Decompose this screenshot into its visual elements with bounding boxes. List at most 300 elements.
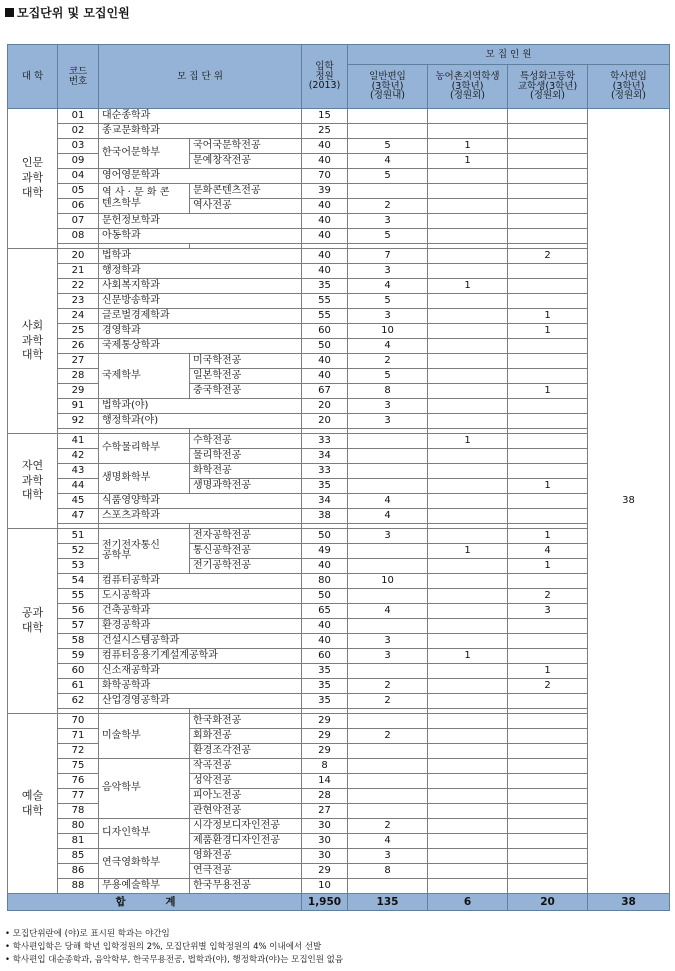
dept-name: 한국어문학부 [99, 139, 190, 169]
general-transfer-cell: 4 [348, 279, 428, 294]
code-cell: 86 [58, 864, 99, 879]
quota-cell: 65 [302, 604, 348, 619]
general-transfer-cell [348, 124, 428, 139]
code-cell: 60 [58, 664, 99, 679]
rural-transfer-cell [428, 494, 508, 509]
unit-name: 글로벌경제학과 [99, 309, 302, 324]
general-transfer-cell: 4 [348, 834, 428, 849]
code-cell: 01 [58, 109, 99, 124]
quota-cell: 29 [302, 714, 348, 729]
rural-transfer-cell [428, 759, 508, 774]
table-row [8, 879, 670, 894]
vocational-transfer-cell: 2 [508, 589, 588, 604]
rural-transfer-cell [428, 339, 508, 354]
college-engineering: 공과 대학 [8, 529, 58, 714]
rural-transfer-cell [428, 804, 508, 819]
major-name: 환경조각전공 [190, 744, 302, 759]
rural-transfer-cell [428, 589, 508, 604]
page-title [5, 4, 130, 22]
rural-transfer-cell [428, 294, 508, 309]
vocational-transfer-cell: 3 [508, 604, 588, 619]
code-cell: 06 [58, 199, 99, 214]
unit-name: 건축공학과 [99, 604, 302, 619]
rural-transfer-cell [428, 774, 508, 789]
table-row [8, 574, 670, 589]
general-transfer-cell: 4 [348, 339, 428, 354]
quota-cell: 40 [302, 139, 348, 154]
general-transfer-cell [348, 664, 428, 679]
general-transfer-cell: 4 [348, 509, 428, 524]
unit-name: 종교문화학과 [99, 124, 302, 139]
vocational-transfer-cell [508, 789, 588, 804]
code-cell: 43 [58, 464, 99, 479]
vocational-transfer-cell: 1 [508, 479, 588, 494]
vocational-transfer-cell: 2 [508, 249, 588, 264]
college-arts: 예술 대학 [8, 714, 58, 894]
table-row [8, 464, 670, 479]
code-cell: 09 [58, 154, 99, 169]
vocational-transfer-cell [508, 109, 588, 124]
major-name: 중국학전공 [190, 384, 302, 399]
table-row [8, 694, 670, 709]
code-cell: 51 [58, 529, 99, 544]
major-name: 관현악전공 [190, 804, 302, 819]
rural-transfer-cell [428, 864, 508, 879]
rural-transfer-cell [428, 464, 508, 479]
dept-name: 연극영화학부 [99, 849, 190, 879]
rural-transfer-cell: 1 [428, 279, 508, 294]
major-name: 미국학전공 [190, 354, 302, 369]
unit-name: 신소재공학과 [99, 664, 302, 679]
rural-transfer-cell [428, 679, 508, 694]
major-name: 피아노전공 [190, 789, 302, 804]
rural-transfer-cell [428, 744, 508, 759]
code-cell: 56 [58, 604, 99, 619]
rural-transfer-cell [428, 879, 508, 894]
general-transfer-cell [348, 714, 428, 729]
general-transfer-cell: 10 [348, 324, 428, 339]
rural-transfer-cell [428, 264, 508, 279]
major-name: 전자공학전공 [190, 529, 302, 544]
table-row [8, 414, 670, 429]
rural-transfer-cell [428, 169, 508, 184]
table-row [8, 124, 670, 139]
general-transfer-cell [348, 759, 428, 774]
unit-name: 컴퓨터응용기계설계공학과 [99, 649, 302, 664]
general-transfer-cell: 3 [348, 309, 428, 324]
table-row [8, 634, 670, 649]
rural-transfer-cell [428, 634, 508, 649]
code-cell: 77 [58, 789, 99, 804]
code-cell: 91 [58, 399, 99, 414]
table-row [8, 229, 670, 244]
general-transfer-cell: 2 [348, 729, 428, 744]
code-cell: 41 [58, 434, 99, 449]
table-row [8, 279, 670, 294]
vocational-transfer-cell: 1 [508, 384, 588, 399]
table-row [8, 214, 670, 229]
code-cell: 85 [58, 849, 99, 864]
quota-cell: 70 [302, 169, 348, 184]
code-cell: 24 [58, 309, 99, 324]
general-transfer-cell: 3 [348, 264, 428, 279]
code-cell: 03 [58, 139, 99, 154]
code-cell: 78 [58, 804, 99, 819]
rural-transfer-cell [428, 819, 508, 834]
table-row [8, 339, 670, 354]
unit-name: 경영학과 [99, 324, 302, 339]
general-transfer-cell [348, 184, 428, 199]
code-cell: 42 [58, 449, 99, 464]
code-cell: 52 [58, 544, 99, 559]
code-cell: 44 [58, 479, 99, 494]
table-body [8, 109, 670, 911]
quota-cell: 28 [302, 789, 348, 804]
code-cell: 53 [58, 559, 99, 574]
vocational-transfer-cell [508, 139, 588, 154]
general-transfer-cell [348, 744, 428, 759]
general-transfer-cell [348, 109, 428, 124]
table-row [8, 849, 670, 864]
code-cell: 27 [58, 354, 99, 369]
code-cell: 55 [58, 589, 99, 604]
rural-transfer-cell [428, 789, 508, 804]
vocational-transfer-cell: 1 [508, 664, 588, 679]
vocational-transfer-cell [508, 124, 588, 139]
quota-cell: 35 [302, 679, 348, 694]
quota-cell: 40 [302, 354, 348, 369]
code-cell: 25 [58, 324, 99, 339]
code-cell: 81 [58, 834, 99, 849]
general-transfer-cell [348, 789, 428, 804]
table-row [8, 589, 670, 604]
header-college: 대 학 [8, 45, 58, 109]
rural-transfer-cell [428, 184, 508, 199]
rural-transfer-cell [428, 714, 508, 729]
dept-name: 국제학부 [99, 354, 190, 399]
quota-cell: 35 [302, 279, 348, 294]
table-row [8, 249, 670, 264]
recruitment-table [7, 44, 670, 911]
vocational-transfer-cell [508, 744, 588, 759]
bachelor-transfer-cell: 38 [588, 109, 670, 894]
general-transfer-cell: 2 [348, 199, 428, 214]
general-transfer-cell: 5 [348, 229, 428, 244]
general-transfer-cell [348, 449, 428, 464]
rural-transfer-cell [428, 529, 508, 544]
code-cell: 29 [58, 384, 99, 399]
unit-name: 도시공학과 [99, 589, 302, 604]
rural-transfer-cell [428, 619, 508, 634]
code-cell: 07 [58, 214, 99, 229]
vocational-transfer-cell [508, 294, 588, 309]
vocational-transfer-cell [508, 619, 588, 634]
major-name: 한국화전공 [190, 714, 302, 729]
rural-transfer-cell [428, 124, 508, 139]
rural-transfer-cell [428, 559, 508, 574]
major-name: 화학전공 [190, 464, 302, 479]
general-transfer-cell [348, 619, 428, 634]
quota-cell: 30 [302, 819, 348, 834]
square-bullet-icon [5, 8, 14, 17]
rural-transfer-cell [428, 199, 508, 214]
dept-name: 생명화학부 [99, 464, 190, 494]
rural-transfer-cell: 1 [428, 649, 508, 664]
code-cell: 80 [58, 819, 99, 834]
unit-name: 환경공학과 [99, 619, 302, 634]
quota-cell: 8 [302, 759, 348, 774]
general-transfer-cell: 2 [348, 694, 428, 709]
general-transfer-cell [348, 559, 428, 574]
general-transfer-cell: 2 [348, 679, 428, 694]
general-transfer-cell [348, 879, 428, 894]
unit-name: 국제통상학과 [99, 339, 302, 354]
rural-transfer-cell [428, 729, 508, 744]
code-cell: 58 [58, 634, 99, 649]
dept-name: 무용예술학부 [99, 879, 190, 894]
vocational-transfer-cell [508, 464, 588, 479]
unit-name: 건설시스템공학과 [99, 634, 302, 649]
general-transfer-cell: 4 [348, 604, 428, 619]
rural-transfer-cell [428, 849, 508, 864]
major-name: 제품환경디자인전공 [190, 834, 302, 849]
unit-name: 컴퓨터공학과 [99, 574, 302, 589]
code-cell: 02 [58, 124, 99, 139]
code-cell: 23 [58, 294, 99, 309]
general-transfer-cell [348, 804, 428, 819]
quota-cell: 40 [302, 619, 348, 634]
unit-name: 신문방송학과 [99, 294, 302, 309]
quota-cell: 40 [302, 199, 348, 214]
rural-transfer-cell: 1 [428, 434, 508, 449]
vocational-transfer-cell [508, 399, 588, 414]
major-name: 역사전공 [190, 199, 302, 214]
code-cell: 21 [58, 264, 99, 279]
quota-cell: 40 [302, 264, 348, 279]
quota-cell: 27 [302, 804, 348, 819]
quota-cell: 10 [302, 879, 348, 894]
vocational-transfer-cell [508, 509, 588, 524]
table-row [8, 664, 670, 679]
unit-name: 화학공학과 [99, 679, 302, 694]
unit-name: 법학과(야) [99, 399, 302, 414]
general-transfer-cell: 4 [348, 154, 428, 169]
major-name: 시각정보디자인전공 [190, 819, 302, 834]
header-bachelor-transfer: 학사편입 (3학년) (정원외) [588, 65, 670, 109]
vocational-transfer-cell: 1 [508, 529, 588, 544]
code-cell: 20 [58, 249, 99, 264]
general-transfer-cell: 3 [348, 399, 428, 414]
general-transfer-cell: 3 [348, 414, 428, 429]
general-transfer-cell [348, 774, 428, 789]
general-transfer-cell: 3 [348, 849, 428, 864]
vocational-transfer-cell [508, 264, 588, 279]
major-name: 생명과학전공 [190, 479, 302, 494]
major-name: 통신공학전공 [190, 544, 302, 559]
general-transfer-cell: 5 [348, 139, 428, 154]
table-row [8, 109, 670, 124]
rural-transfer-cell [428, 354, 508, 369]
general-transfer-cell [348, 464, 428, 479]
quota-cell: 49 [302, 544, 348, 559]
quota-cell: 50 [302, 339, 348, 354]
header-general-transfer: 일반편입 (3학년) (정원내) [348, 65, 428, 109]
total-quota: 1,950 [302, 894, 348, 911]
vocational-transfer-cell [508, 199, 588, 214]
header-recruit: 모 집 인 원 [348, 45, 670, 65]
dept-name: 음악학부 [99, 759, 190, 819]
rural-transfer-cell [428, 399, 508, 414]
unit-name: 식품영양학과 [99, 494, 302, 509]
table-row [8, 679, 670, 694]
code-cell: 47 [58, 509, 99, 524]
code-cell: 05 [58, 184, 99, 199]
vocational-transfer-cell [508, 819, 588, 834]
vocational-transfer-cell [508, 849, 588, 864]
major-name: 영화전공 [190, 849, 302, 864]
rural-transfer-cell [428, 384, 508, 399]
table-row [8, 759, 670, 774]
quota-cell: 29 [302, 864, 348, 879]
vocational-transfer-cell [508, 729, 588, 744]
vocational-transfer-cell [508, 369, 588, 384]
code-cell: 22 [58, 279, 99, 294]
vocational-transfer-cell: 1 [508, 324, 588, 339]
rural-transfer-cell [428, 479, 508, 494]
quota-cell: 40 [302, 634, 348, 649]
vocational-transfer-cell [508, 434, 588, 449]
general-transfer-cell: 5 [348, 169, 428, 184]
total-bachelor: 38 [588, 894, 670, 911]
quota-cell: 34 [302, 494, 348, 509]
general-transfer-cell [348, 479, 428, 494]
total-vocational: 20 [508, 894, 588, 911]
table-row [8, 309, 670, 324]
general-transfer-cell: 3 [348, 634, 428, 649]
code-cell: 71 [58, 729, 99, 744]
vocational-transfer-cell [508, 339, 588, 354]
vocational-transfer-cell: 2 [508, 679, 588, 694]
general-transfer-cell: 2 [348, 819, 428, 834]
quota-cell: 35 [302, 664, 348, 679]
table-row [8, 494, 670, 509]
note-item: • 학사편입 대순종학과, 음악학부, 한국무용전공, 법학과(야), 행정학과(야)는 모집인원 없음 [5, 955, 344, 965]
college-natural: 자연 과학 대학 [8, 434, 58, 529]
quota-cell: 34 [302, 449, 348, 464]
quota-cell: 80 [302, 574, 348, 589]
college-humanities: 인문 과학 대학 [8, 109, 58, 249]
general-transfer-cell: 8 [348, 864, 428, 879]
rural-transfer-cell: 1 [428, 154, 508, 169]
table-row [8, 139, 670, 154]
rural-transfer-cell [428, 309, 508, 324]
total-row [8, 894, 670, 911]
vocational-transfer-cell [508, 804, 588, 819]
quota-cell: 35 [302, 694, 348, 709]
unit-name: 산업경영공학과 [99, 694, 302, 709]
quota-cell: 40 [302, 249, 348, 264]
quota-cell: 40 [302, 229, 348, 244]
general-transfer-cell: 10 [348, 574, 428, 589]
rural-transfer-cell [428, 109, 508, 124]
major-name: 회화전공 [190, 729, 302, 744]
rural-transfer-cell [428, 574, 508, 589]
quota-cell: 39 [302, 184, 348, 199]
quota-cell: 40 [302, 369, 348, 384]
code-cell: 92 [58, 414, 99, 429]
table-row [8, 354, 670, 369]
rural-transfer-cell [428, 369, 508, 384]
notes [5, 928, 343, 967]
quota-cell: 29 [302, 729, 348, 744]
vocational-transfer-cell [508, 229, 588, 244]
major-name: 문화콘텐츠전공 [190, 184, 302, 199]
quota-cell: 33 [302, 464, 348, 479]
rural-transfer-cell [428, 509, 508, 524]
rural-transfer-cell: 1 [428, 139, 508, 154]
vocational-transfer-cell: 1 [508, 309, 588, 324]
general-transfer-cell: 3 [348, 649, 428, 664]
quota-cell: 60 [302, 324, 348, 339]
unit-name: 행정학과 [99, 264, 302, 279]
quota-cell: 20 [302, 414, 348, 429]
vocational-transfer-cell [508, 574, 588, 589]
vocational-transfer-cell [508, 154, 588, 169]
general-transfer-cell: 3 [348, 214, 428, 229]
page-title-text: 모집단위 및 모집인원 [17, 6, 130, 20]
code-cell: 75 [58, 759, 99, 774]
major-name: 문예창작전공 [190, 154, 302, 169]
vocational-transfer-cell [508, 494, 588, 509]
general-transfer-cell [348, 544, 428, 559]
quota-cell: 60 [302, 649, 348, 664]
table-row [8, 509, 670, 524]
general-transfer-cell [348, 589, 428, 604]
quota-cell: 67 [302, 384, 348, 399]
major-name: 작곡전공 [190, 759, 302, 774]
table-row [8, 294, 670, 309]
vocational-transfer-cell [508, 354, 588, 369]
quota-cell: 38 [302, 509, 348, 524]
dept-name: 역 사 · 문 화 콘 텐츠학부 [99, 184, 190, 214]
quota-cell: 55 [302, 294, 348, 309]
table-row [8, 184, 670, 199]
unit-name: 문헌정보학과 [99, 214, 302, 229]
dept-name: 디자인학부 [99, 819, 190, 849]
header-vocational-transfer: 특성화고등학 교학생(3학년) (정원외) [508, 65, 588, 109]
vocational-transfer-cell [508, 449, 588, 464]
table-row [8, 819, 670, 834]
college-social: 사회 과학 대학 [8, 249, 58, 434]
code-cell: 08 [58, 229, 99, 244]
general-transfer-cell: 5 [348, 294, 428, 309]
header-quota: 입학 정원 (2013) [302, 45, 348, 109]
quota-cell: 25 [302, 124, 348, 139]
table-row [8, 264, 670, 279]
rural-transfer-cell [428, 324, 508, 339]
vocational-transfer-cell [508, 634, 588, 649]
table-row [8, 434, 670, 449]
quota-cell: 40 [302, 214, 348, 229]
note-item: • 모집단위란에 (야)로 표시된 학과는 야간임 [5, 929, 170, 939]
major-name: 물리학전공 [190, 449, 302, 464]
code-cell: 45 [58, 494, 99, 509]
unit-name: 법학과 [99, 249, 302, 264]
vocational-transfer-cell [508, 694, 588, 709]
quota-cell: 14 [302, 774, 348, 789]
total-general: 135 [348, 894, 428, 911]
general-transfer-cell: 2 [348, 354, 428, 369]
